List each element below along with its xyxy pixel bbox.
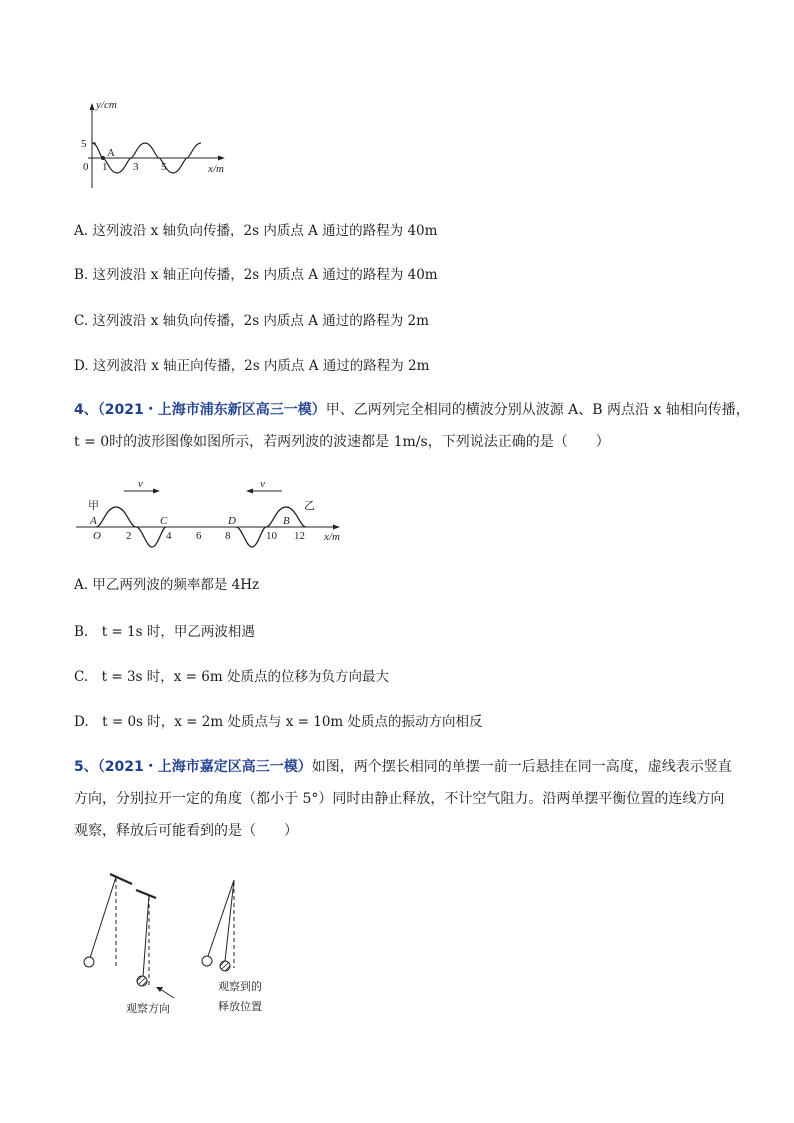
- x-axis-label: x/m: [324, 531, 340, 543]
- observe-direction-label: 观察方向: [126, 1002, 170, 1015]
- tick-label: 5: [161, 161, 167, 173]
- tick-label: 6: [196, 530, 202, 542]
- question-text: 如图，两个摆长相同的单摆一前一后悬挂在同一高度，虚线表示竖直: [311, 759, 732, 775]
- option-c: C. t = 3s 时，x = 6m 处质点的位移为负方向最大: [74, 669, 389, 685]
- option-d: D. 这列波沿 x 轴正向传播，2s 内质点 A 通过的路程为 2m: [74, 358, 430, 374]
- q4-wave-figure: [74, 475, 364, 550]
- velocity-label: v: [138, 478, 143, 490]
- point-a-label: A: [90, 515, 97, 527]
- tick-label: 8: [225, 530, 231, 542]
- origin-label: 0: [83, 161, 89, 173]
- option-b: B. 这列波沿 x 轴正向传播，2s 内质点 A 通过的路程为 40m: [74, 267, 438, 283]
- question-5-line-1: [74, 757, 732, 777]
- y-axis-label: y/cm: [96, 99, 117, 111]
- release-position-label-line-1: 观察到的: [218, 980, 262, 993]
- pendulum-string: [90, 877, 116, 958]
- tick-label: 10: [266, 530, 277, 542]
- y-axis-arrow: [90, 103, 95, 110]
- velocity-label: v: [260, 478, 265, 490]
- x-axis-arrow: [218, 156, 225, 161]
- option-a: A. 甲乙两列波的频率都是 4Hz: [74, 577, 260, 593]
- tick-label: 1: [102, 161, 108, 173]
- pendulum-support: [110, 874, 132, 884]
- right-wave-label: 乙: [304, 499, 315, 512]
- pendulum-string: [143, 895, 149, 977]
- q5-pendulum-figure: [76, 866, 276, 1021]
- amplitude-label: 5: [81, 138, 87, 150]
- point-b-label: B: [283, 515, 290, 527]
- tick-label: 12: [294, 530, 305, 542]
- tick-label: 3: [133, 161, 139, 173]
- tick-label: 4: [166, 530, 172, 542]
- option-c: C. 这列波沿 x 轴负向传播，2s 内质点 A 通过的路程为 2m: [74, 313, 429, 329]
- question-source: （2021・上海市浦东新区高三一模）: [97, 402, 326, 418]
- point-c-label: C: [160, 515, 168, 527]
- x-axis-arrow: [333, 525, 340, 530]
- question-4-line-1: [74, 400, 750, 420]
- point-d-label: D: [228, 515, 236, 527]
- tick-label: 2: [126, 530, 132, 542]
- question-5-line-2: 方向，分别拉开一定的角度（都小于 5°）同时由静止释放，不计空气阻力。沿两单摆平衡位置的连线方向: [74, 791, 725, 807]
- observe-arrow: [160, 989, 174, 998]
- pendulum-bob: [202, 956, 212, 966]
- point-a-label: A: [107, 147, 115, 159]
- question-number: 5、: [74, 759, 98, 775]
- option-a: A. 这列波沿 x 轴负向传播，2s 内质点 A 通过的路程为 40m: [74, 223, 438, 239]
- left-wave-label: 甲: [88, 499, 99, 512]
- question-text: 甲、乙两列完全相同的横波分别从波源 A、B 两点沿 x 轴相向传播，: [325, 402, 750, 418]
- x-axis-label: x/m: [208, 163, 224, 175]
- option-b: B. t = 1s 时，甲乙两波相遇: [74, 624, 255, 640]
- q3-wave-figure: [70, 100, 240, 195]
- question-4-line-2: t = 0时的波形图像如图所示，若两列波的波速都是 1m/s，下列说法正确的是（ ）: [74, 434, 610, 450]
- question-source: （2021・上海市嘉定区高三一模）: [97, 759, 312, 775]
- question-5-line-3: 观察，释放后可能看到的是（ ）: [74, 823, 298, 839]
- tick-label: O: [93, 530, 101, 542]
- release-position-label-line-2: 释放位置: [218, 1000, 262, 1013]
- point-a: [101, 156, 105, 160]
- option-d: D. t = 0s 时，x = 2m 处质点与 x = 10m 处质点的振动方向相反: [74, 714, 483, 730]
- question-number: 4、: [74, 402, 98, 418]
- pendulum-support: [136, 890, 156, 898]
- pendulum-bob: [84, 957, 94, 967]
